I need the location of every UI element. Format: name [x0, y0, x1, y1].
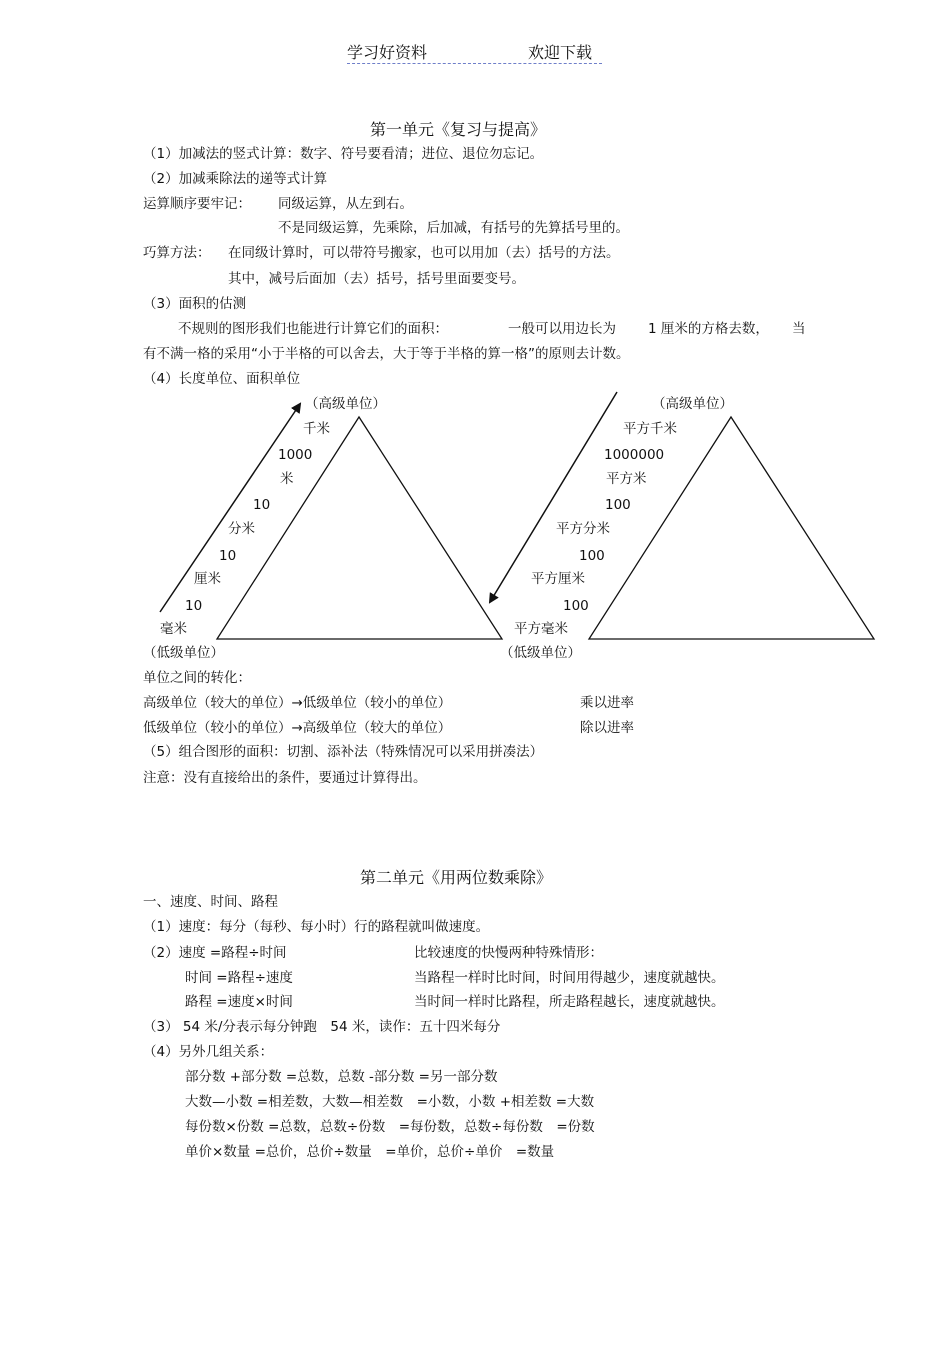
trick-rule-2: 其中，减号后面加（去）括号，括号里面要变号。 — [228, 271, 525, 287]
convert-rule-1: 高级单位（较大的单位）→低级单位（较小的单位） — [143, 695, 452, 711]
unit2-q1: （1）速度：每分（每秒、每小时）行的路程就叫做速度。 — [143, 919, 490, 935]
relation-4: 单价×数量 =总价，总价÷数量 =单价，总价÷单价 =数量 — [185, 1144, 555, 1160]
unit1-p1: （1）加减法的竖式计算：数字、符号要看清；进位、退位勿忘记。 — [143, 146, 544, 162]
p3-line2: 有不满一格的采用“小于半格的可以舍去，大于等于半格的算一格”的原则去计数。 — [143, 346, 630, 362]
compare-title: 比较速度的快慢两种特殊情形： — [414, 945, 603, 961]
compare-rule-1: 当路程一样时比时间，时间用得越少，速度就越快。 — [414, 970, 725, 986]
unit1-p4: （4）长度单位、面积单位 — [143, 371, 301, 387]
order-label: 运算顺序要牢记： — [143, 196, 251, 212]
convert-title: 单位之间的转化： — [143, 670, 251, 686]
area-r100b: 100 — [579, 548, 605, 564]
unit1-p3: （3）面积的估测 — [143, 296, 247, 312]
length-mm: 毫米 — [160, 621, 187, 637]
convert-rule-2-result: 除以进率 — [580, 720, 634, 736]
header-right: 欢迎下载 — [528, 43, 593, 62]
area-dm2: 平方分米 — [556, 521, 610, 537]
header-left: 学习好资料 — [347, 43, 428, 62]
unit2-section-1: 一、速度、时间、路程 — [143, 894, 278, 910]
length-high-label: （高级单位） — [305, 396, 386, 412]
unit1-note: 注意：没有直接给出的条件，要通过计算得出。 — [143, 770, 427, 786]
length-r10c: 10 — [185, 598, 203, 614]
order-rule-1: 同级运算，从左到右。 — [278, 196, 413, 212]
area-high-label: （高级单位） — [652, 396, 733, 412]
compare-rule-2: 当时间一样时比路程，所走路程越长，速度就越快。 — [414, 994, 725, 1010]
area-cm2: 平方厘米 — [531, 571, 585, 587]
p3-line1c: 1 厘米的方格去数， — [648, 321, 769, 337]
length-triangle — [217, 417, 502, 639]
area-r100a: 100 — [605, 497, 631, 513]
length-r1000: 1000 — [278, 447, 313, 463]
order-rule-2: 不是同级运算，先乘除，后加减，有括号的先算括号里的。 — [278, 220, 629, 236]
up-arrow-icon — [160, 404, 300, 612]
length-dm: 分米 — [228, 521, 255, 537]
relation-2: 大数—小数 =相差数，大数—相差数 =小数，小数 +相差数 =大数 — [185, 1094, 595, 1110]
unit1-p5: （5）组合图形的面积：切割、添补法（特殊情况可以采用拼凑法） — [143, 744, 544, 760]
relation-3: 每份数×份数 =总数，总数÷份数 =每份数，总数÷每份数 =份数 — [185, 1119, 595, 1135]
unit2-q4: （4）另外几组关系： — [143, 1044, 274, 1060]
length-cm: 厘米 — [194, 571, 221, 587]
trick-rule-1: 在同级计算时，可以带符号搬家，也可以用加（去）括号的方法。 — [228, 245, 620, 261]
convert-rule-1-result: 乘以进率 — [580, 695, 634, 711]
unit1-title: 第一单元《复习与提高》 — [370, 120, 547, 139]
p3-line1a: 不规则的图形我们也能进行计算它们的面积： — [178, 321, 448, 337]
area-m2: 平方米 — [606, 471, 647, 487]
unit2-q3: （3） 54 米/分表示每分钟跑 54 米，读作：五十四米每分 — [143, 1019, 501, 1035]
relation-1: 部分数 +部分数 =总数，总数 -部分数 =另一部分数 — [185, 1069, 498, 1085]
area-low-label: （低级单位） — [500, 645, 581, 661]
length-m: 米 — [280, 471, 294, 487]
unit1-p2: （2）加减乘除法的递等式计算 — [143, 171, 328, 187]
convert-rule-2: 低级单位（较小的单位）→高级单位（较大的单位） — [143, 720, 452, 736]
length-km: 千米 — [303, 421, 330, 437]
area-km2: 平方千米 — [623, 421, 677, 437]
area-r1000000: 1000000 — [604, 447, 665, 463]
p3-line1d: 当 — [792, 321, 806, 337]
area-mm2: 平方毫米 — [514, 621, 568, 637]
formula-time: 时间 =路程÷速度 — [185, 970, 293, 986]
unit2-title: 第二单元《用两位数乘除》 — [360, 868, 553, 887]
p3-line1b: 一般可以用边长为 — [508, 321, 616, 337]
length-r10a: 10 — [253, 497, 271, 513]
formula-speed: （2）速度 =路程÷时间 — [143, 945, 287, 961]
formula-distance: 路程 =速度×时间 — [185, 994, 293, 1010]
trick-label: 巧算方法： — [143, 245, 211, 261]
length-r10b: 10 — [219, 548, 237, 564]
length-low-label: （低级单位） — [143, 645, 224, 661]
area-r100c: 100 — [563, 598, 589, 614]
